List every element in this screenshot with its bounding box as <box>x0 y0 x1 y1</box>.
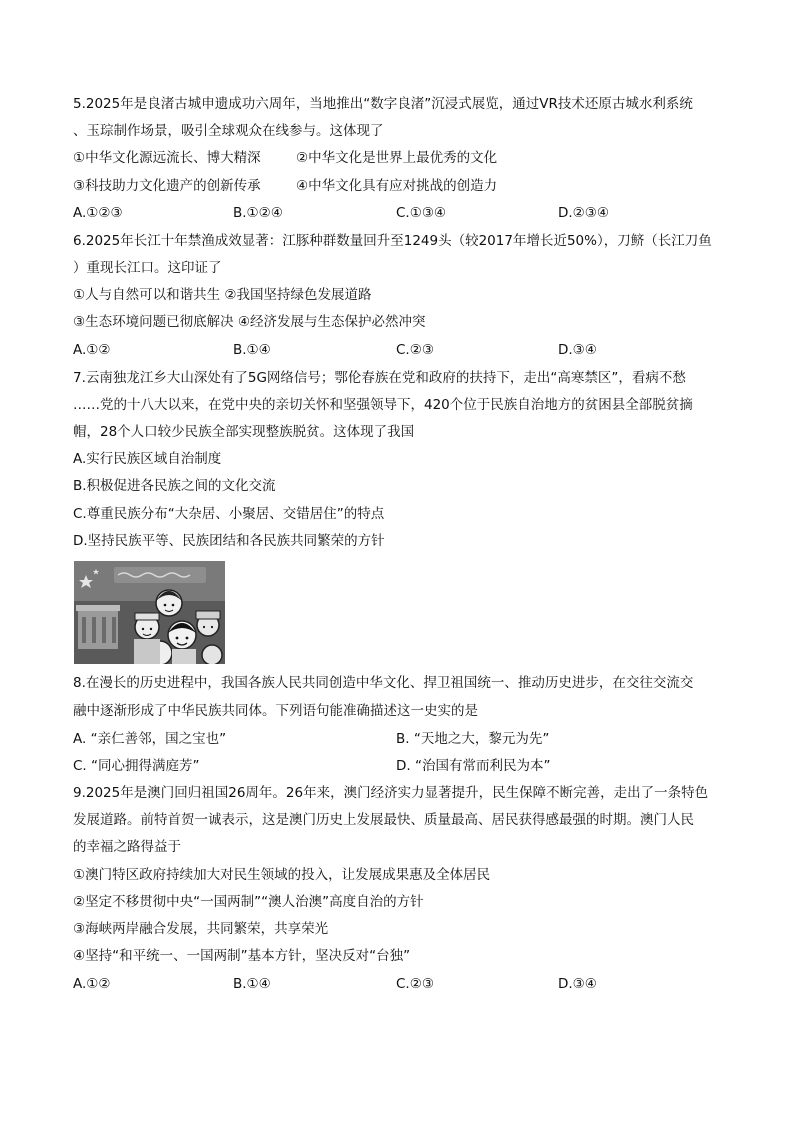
q7-option-c[interactable]: C.尊重民族分布“大杂居、小聚居、交错居住”的特点 <box>73 506 385 522</box>
q5-option-b[interactable]: B.①②④ <box>233 205 283 221</box>
q8-option-c[interactable]: C. “同心拥得满庭芳” <box>73 758 200 774</box>
q6-item-line-2: ③生态环境问题已彻底解决 ④经济发展与生态保护必然冲突 <box>73 314 426 330</box>
q9-option-d[interactable]: D.③④ <box>558 976 597 992</box>
illustration-image <box>74 561 225 664</box>
q9-item-2: ②坚定不移贯彻中央“一国两制”“澳人治澳”高度自治的方针 <box>73 894 424 910</box>
q8-options-row-2 <box>73 756 723 776</box>
q8-option-b[interactable]: B. “天地之大，黎元为先” <box>396 731 550 747</box>
q7-stem-line-2: ……党的十八大以来，在党中央的亲切关怀和坚强领导下，420个位于民族自治地方的贫困县全部脱贫摘 <box>73 397 693 413</box>
q9-option-c[interactable]: C.②③ <box>396 976 434 992</box>
q6-options <box>73 340 723 360</box>
q6-option-b[interactable]: B.①④ <box>233 342 271 358</box>
q7-stem-line-1: 7.云南独龙江乡大山深处有了5G网络信号；鄂伦春族在党和政府的扶持下，走出“高寒禁区”，看病不愁 <box>73 370 686 386</box>
q6-stem-line-2: ）重现长江口。这印证了 <box>73 260 222 276</box>
q8-option-a[interactable]: A. “亲仁善邻，国之宝也” <box>73 731 227 747</box>
q5-item-2: ②中华文化是世界上最优秀的文化 <box>296 150 498 166</box>
q6-option-a[interactable]: A.①② <box>73 342 111 358</box>
q6-item-line-1: ①人与自然可以和谐共生 ②我国坚持绿色发展道路 <box>73 287 372 303</box>
q5-item-1: ①中华文化源远流长、博大精深 <box>73 150 261 166</box>
q7-option-a[interactable]: A.实行民族区域自治制度 <box>73 451 222 467</box>
q5-option-c[interactable]: C.①③④ <box>396 205 447 221</box>
q6-option-c[interactable]: C.②③ <box>396 342 434 358</box>
q8-stem-line-1: 8.在漫长的历史进程中，我国各族人民共同创造中华文化、捍卫祖国统一、推动历史进步，在交往交流交 <box>73 675 694 691</box>
q7-option-b[interactable]: B.积极促进各民族之间的文化交流 <box>73 478 276 494</box>
q8-stem-line-2: 融中逐渐形成了中华民族共同体。下列语句能准确描述这一史实的是 <box>73 703 478 719</box>
q5-option-d[interactable]: D.②③④ <box>558 205 609 221</box>
q9-stem-line-3: 的幸福之路得益于 <box>73 839 181 855</box>
q9-options <box>73 974 723 994</box>
q9-item-3: ③海峡两岸融合发展，共同繁荣，共享荣光 <box>73 921 329 937</box>
q5-option-a[interactable]: A.①②③ <box>73 205 123 221</box>
q9-stem-line-2: 发展道路。前特首贺一诚表示，这是澳门历史上发展最快、质量最高、居民获得感最强的时期。澳门人民 <box>73 812 694 828</box>
q5-stem-line-1: 5.2025年是良渚古城申遗成功六周年，当地推出“数字良渚”沉浸式展览，通过VR技术还原古城水利系统 <box>73 96 693 112</box>
q7-option-d[interactable]: D.坚持民族平等、民族团结和各民族共同繁荣的方针 <box>73 533 385 549</box>
q7-stem-line-3: 帽，28个人口较少民族全部实现整族脱贫。这体现了我国 <box>73 424 415 440</box>
q5-options <box>73 203 723 223</box>
q9-option-a[interactable]: A.①② <box>73 976 111 992</box>
q8-option-d[interactable]: D. “治国有常而利民为本” <box>396 758 551 774</box>
q9-item-1: ①澳门特区政府持续加大对民生领域的投入，让发展成果惠及全体居民 <box>73 867 491 883</box>
q5-stem-line-2: 、玉琮制作场景，吸引全球观众在线参与。这体现了 <box>73 123 384 139</box>
q9-option-b[interactable]: B.①④ <box>233 976 271 992</box>
q5-item-3: ③科技助力文化遗产的创新传承 <box>73 178 261 194</box>
q9-item-4: ④坚持“和平统一、一国两制”基本方针，坚决反对“台独” <box>73 948 411 964</box>
q8-options-row-1 <box>73 729 723 749</box>
q5-item-4: ④中华文化具有应对挑战的创造力 <box>296 178 498 194</box>
q9-stem-line-1: 9.2025年是澳门回归祖国26周年。26年来，澳门经济实力显著提升，民生保障不断完善，走出了一条特色 <box>73 785 709 801</box>
q6-stem-line-1: 6.2025年长江十年禁渔成效显著：江豚种群数量回升至1249头（较2017年增长近50%），刀鲚（长江刀鱼 <box>73 233 712 249</box>
q6-option-d[interactable]: D.③④ <box>558 342 597 358</box>
